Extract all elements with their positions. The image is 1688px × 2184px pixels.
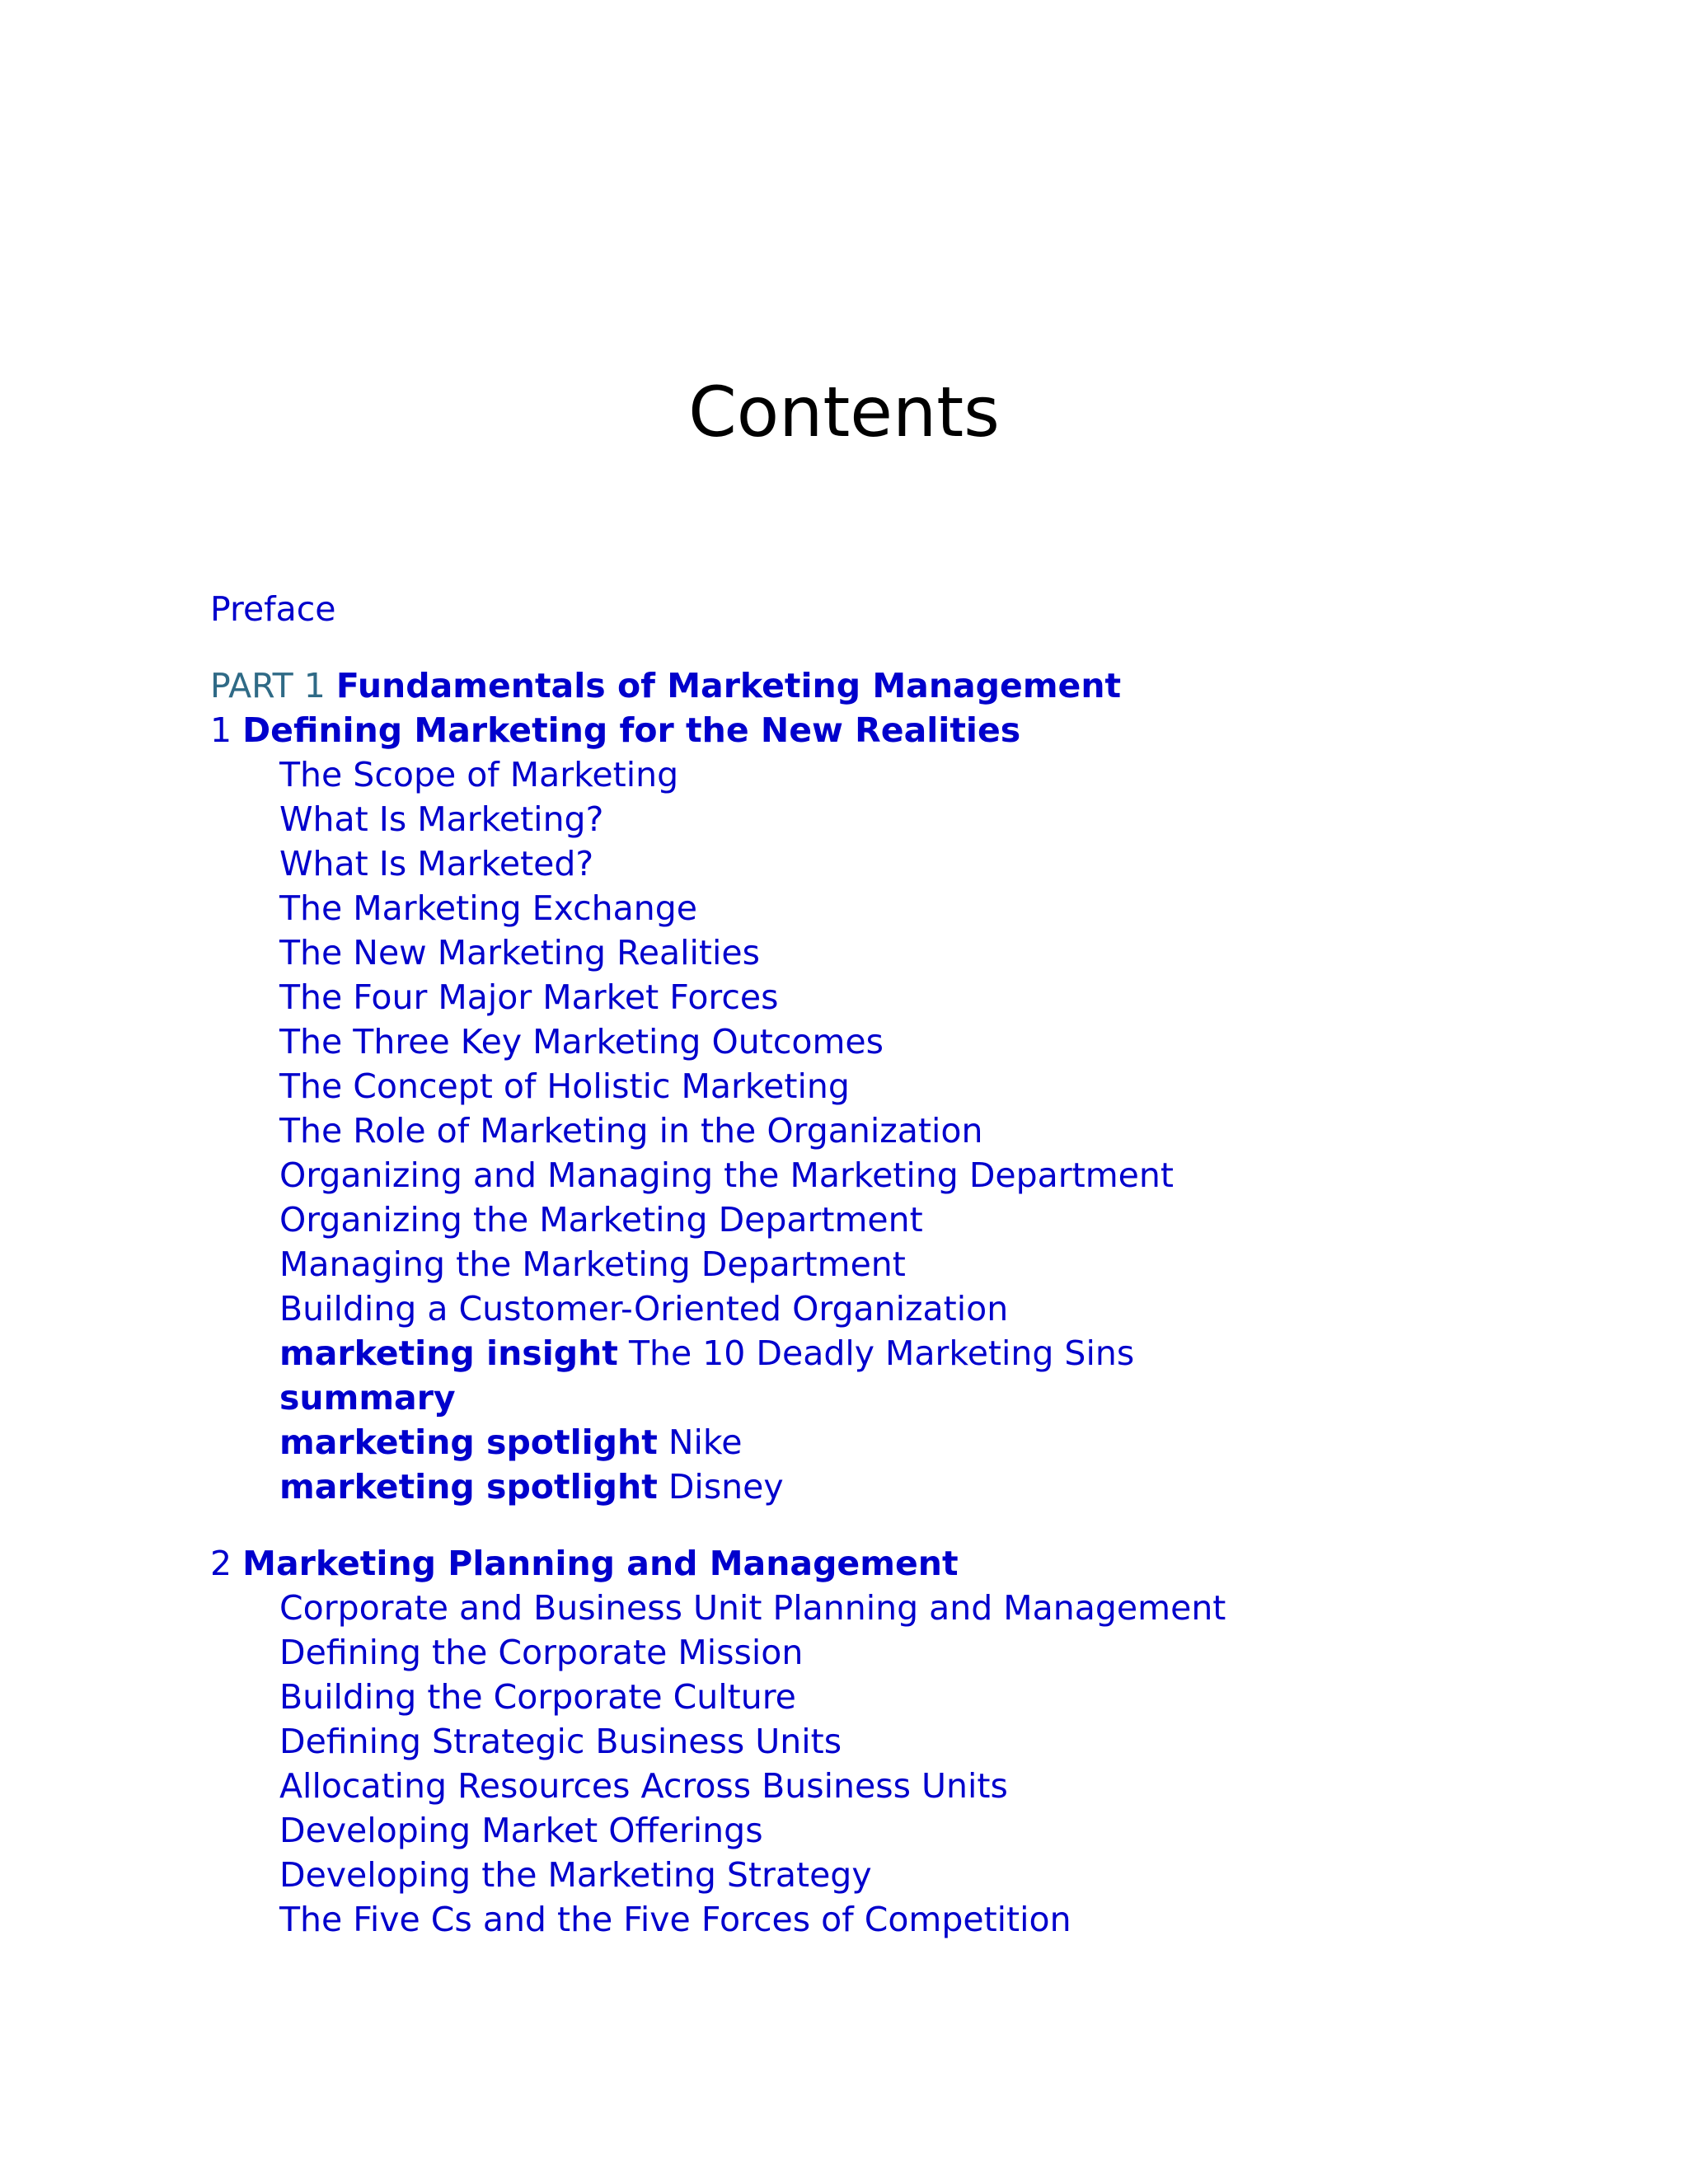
chapter-title-link[interactable]: Defining Marketing for the New Realities — [242, 710, 1021, 750]
toc-entry-link[interactable]: The Role of Marketing in the Organization — [279, 1111, 983, 1151]
toc-entry-link[interactable]: Organizing and Managing the Marketing Department — [279, 1155, 1174, 1195]
toc-entry[interactable] — [210, 1019, 1611, 1064]
page-title: Contents — [688, 372, 1000, 452]
toc-entry[interactable] — [210, 1897, 1611, 1942]
toc-entry-link[interactable]: What Is Marketed? — [279, 844, 594, 883]
toc-entry[interactable] — [210, 930, 1611, 975]
toc-feature-marketing-spotlight[interactable] — [210, 1465, 1611, 1509]
feature-link[interactable]: The 10 Deadly Marketing Sins — [628, 1333, 1135, 1373]
chapter-title-link[interactable]: Marketing Planning and Management — [242, 1544, 959, 1583]
feature-link[interactable]: Disney — [668, 1467, 784, 1507]
toc-entry-link[interactable]: Building the Corporate Culture — [279, 1677, 796, 1717]
toc-entry[interactable] — [210, 1808, 1611, 1853]
chapter-number: 2 — [210, 1544, 232, 1583]
toc-entry-link[interactable]: The Four Major Market Forces — [279, 977, 779, 1017]
toc-entry-link[interactable]: Developing the Marketing Strategy — [279, 1855, 872, 1895]
toc-entry-link[interactable]: The Concept of Holistic Marketing — [279, 1066, 850, 1106]
toc-entry-link[interactable]: The Five Cs and the Five Forces of Competition — [279, 1900, 1071, 1939]
toc-entry-link[interactable]: What Is Marketing? — [279, 799, 604, 839]
toc-entry[interactable] — [210, 1197, 1611, 1242]
toc-entry[interactable] — [210, 1108, 1611, 1153]
feature-label: marketing insight — [279, 1333, 618, 1373]
toc-feature-marketing-insight[interactable] — [210, 1331, 1611, 1376]
toc-preface[interactable] — [210, 587, 1611, 631]
feature-link[interactable]: Nike — [668, 1422, 743, 1462]
toc-entry-link[interactable]: Developing Market Offerings — [279, 1811, 763, 1850]
toc-entry-link[interactable]: Defining the Corporate Mission — [279, 1633, 804, 1672]
toc-entry[interactable] — [210, 1675, 1611, 1719]
feature-label: marketing spotlight — [279, 1422, 658, 1462]
toc-entry[interactable] — [210, 797, 1611, 841]
toc-entry[interactable] — [210, 1630, 1611, 1675]
toc-entry[interactable] — [210, 886, 1611, 930]
preface-link[interactable]: Preface — [210, 589, 336, 629]
part-title-link[interactable]: Fundamentals of Marketing Management — [335, 666, 1122, 705]
toc-entry-link[interactable]: Corporate and Business Unit Planning and Management — [279, 1588, 1226, 1628]
toc-feature-summary[interactable] — [210, 1376, 1611, 1420]
toc-entry-link[interactable]: The New Marketing Realities — [279, 933, 760, 972]
toc-chapter-2[interactable] — [210, 1541, 1611, 1586]
toc-part[interactable] — [210, 663, 1611, 708]
toc-entry[interactable] — [210, 1764, 1611, 1808]
toc-entry[interactable] — [210, 975, 1611, 1019]
toc-entry[interactable] — [210, 1064, 1611, 1108]
toc-entry[interactable] — [210, 1719, 1611, 1764]
toc-entry-link[interactable]: The Marketing Exchange — [279, 888, 697, 928]
chapter-number: 1 — [210, 710, 232, 750]
toc-entry[interactable] — [210, 1242, 1611, 1286]
summary-link[interactable]: summary — [279, 1378, 456, 1418]
toc-entry[interactable] — [210, 752, 1611, 797]
toc-entry-link[interactable]: Defining Strategic Business Units — [279, 1722, 842, 1761]
toc-entry-link[interactable]: Managing the Marketing Department — [279, 1244, 906, 1284]
toc-entry-link[interactable]: Allocating Resources Across Business Units — [279, 1766, 1008, 1806]
toc-entry[interactable] — [210, 1586, 1611, 1630]
toc-entry-link[interactable]: Building a Customer-Oriented Organization — [279, 1289, 1009, 1329]
toc-entry[interactable] — [210, 1853, 1611, 1897]
toc-entry[interactable] — [210, 1153, 1611, 1197]
toc-feature-marketing-spotlight[interactable] — [210, 1420, 1611, 1465]
table-of-contents — [210, 587, 1611, 1942]
part-label: PART 1 — [210, 666, 326, 705]
toc-entry-link[interactable]: The Three Key Marketing Outcomes — [279, 1022, 884, 1062]
feature-label: marketing spotlight — [279, 1467, 658, 1507]
toc-entry[interactable] — [210, 841, 1611, 886]
toc-entry-link[interactable]: Organizing the Marketing Department — [279, 1200, 923, 1240]
toc-entry-link[interactable]: The Scope of Marketing — [279, 755, 679, 794]
toc-chapter-1[interactable] — [210, 708, 1611, 752]
toc-entry[interactable] — [210, 1286, 1611, 1331]
